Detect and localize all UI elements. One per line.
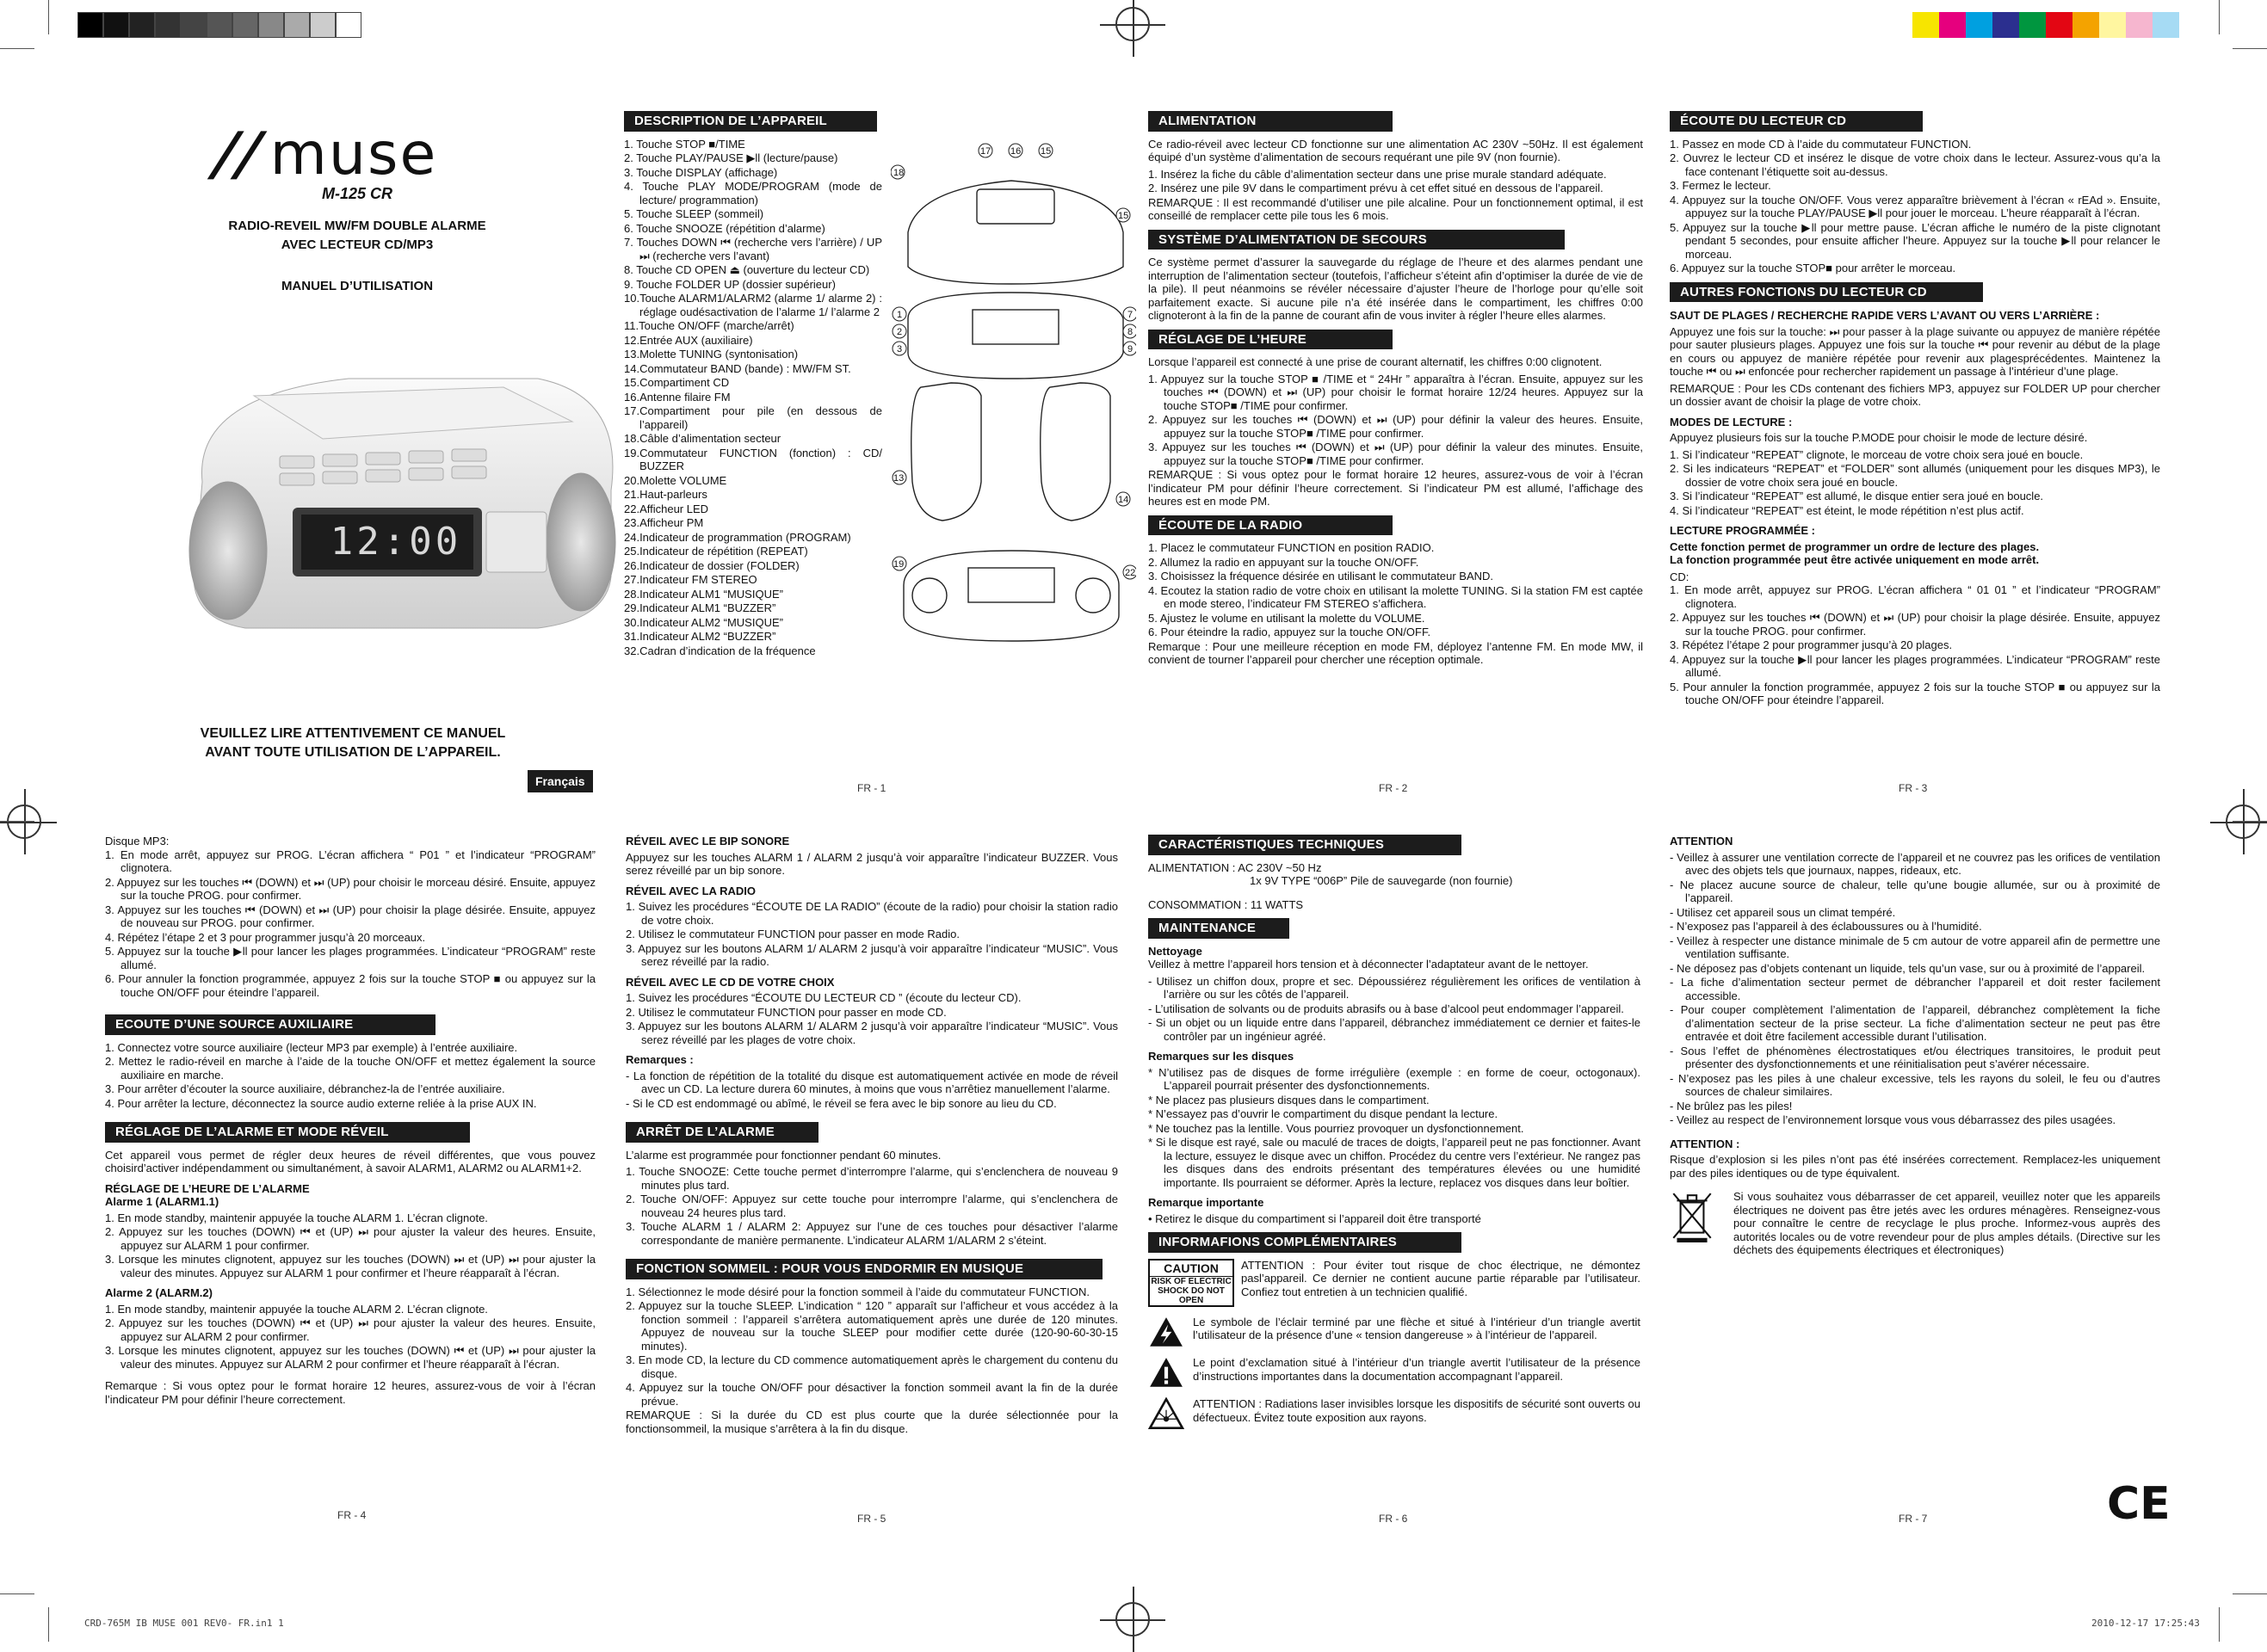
section-header-alimentation: ALIMENTATION [1148, 111, 1393, 132]
remark: REMARQUE : Si vous optez pour le format horaire 12 heures, assurez-vous de voir à l’écran l’indicateur PM pour définir l’heure correctement. Si l’indicateur PM est allumé, l’affichage des heures est en mode PM. [1148, 468, 1643, 508]
registration-mark-left [7, 804, 41, 839]
registration-mark-bottom [1115, 1602, 1150, 1637]
component-list-item: 12.Entrée AUX (auxiliaire) [624, 333, 753, 347]
subheading: RÉVEIL AVEC LA RADIO [626, 884, 756, 897]
component-list-item: 7. Touches DOWN ⏮ (recherche vers l’arrière) / UP ⏭ (recherche vers l’avant) [624, 236, 882, 262]
list-item: 2. Appuyez sur la touche SLEEP. L’indication “ 120 ” apparaît sur l’afficheur et vous accédez à la fonction sommeil : l’appareil s’arrêtera automatiquement après une durée de 120 minutes. Appuyez de nouveau sur la touche SLEEP pour modifier cette durée (120-90-60-30-15 minutes). [626, 1299, 1118, 1353]
component-list-item: 24.Indicateur de programmation (PROGRAM) [624, 530, 851, 544]
device-parts-diagram [891, 138, 1136, 688]
component-list-item: 28.Indicateur ALM1 “MUSIQUE” [624, 587, 783, 601]
list-item: 1. Connectez votre source auxiliaire (lecteur MP3 par exemple) à l’entrée auxiliaire. [105, 1040, 518, 1054]
subheading: LECTURE PROGRAMMÉE : [1670, 524, 1815, 537]
paragraph: Disque MP3: [105, 835, 170, 848]
component-list-item: 11.Touche ON/OFF (marche/arrêt) [624, 319, 794, 332]
section-header-clock-setting: RÉGLAGE DE L’HEURE [1148, 330, 1393, 350]
list-item: 1. Placez le commutateur FUNCTION en position RADIO. [1148, 541, 1435, 554]
section-header-maintenance: MAINTENANCE [1148, 918, 1289, 939]
crop-mark [48, 0, 49, 34]
svg-text:9: 9 [1127, 344, 1134, 354]
list-item: 1. Touche SNOOZE: Cette touche permet d’interrompre l’alarme, qui s’enclenchera de nouveau 9 minutes plus tard. [626, 1165, 1118, 1192]
safety-list [1670, 851, 2160, 1127]
list-item: * N’utilisez pas de disques de forme irrégulière (exemple : en forme de coeur, octogonaux). L’appareil pourrait présenter des dysfonctionnements. [1148, 1065, 1640, 1092]
list-item: 3. Répétez l’étape 2 pour programmer jusqu’à 20 plages. [1670, 638, 1953, 651]
list-item: * N’essayez pas d’ouvrir le compartiment du disque pendant la lecture. [1148, 1107, 1498, 1120]
component-list-item: 22.Afficheur LED [624, 502, 709, 515]
ce-mark: CE [2107, 1478, 2171, 1530]
subheading: Remarques sur les disques [1148, 1050, 1294, 1063]
list-item: 2. Si les indicateurs “REPEAT” et “FOLDER” sont allumés (uniquement pour les disques MP3), le dossier de votre choix sera joué en boucle. [1670, 462, 2160, 489]
grayscale-calibration-bar [77, 12, 361, 38]
section-header-specs: CARACTÉRISTIQUES TECHNIQUES [1148, 835, 1461, 855]
safety-list-item: - Veillez au respect de l’environnement lorsque vous vous débarrassez des piles usagées. [1670, 1113, 2116, 1126]
list-item: 4. Ecoutez la station radio de votre choix en utilisant la molette TUNING. Si la station FM est captée en mode stereo, l’indicateur FM STEREO s’affichera. [1148, 583, 1643, 610]
list-item: 4. Si l’indicateur “REPEAT” est éteint, le mode répétition n’est plus actif. [1670, 503, 2024, 517]
list-item: 3. Choisissez la fréquence désirée en utilisant le commutateur BAND. [1148, 570, 1494, 583]
list-item: 5. Appuyez sur la touche ▶ll pour lancer les plages programmées. L’indicateur “PROGRAM” reste allumé. [105, 945, 596, 971]
svg-text:15: 15 [1118, 211, 1129, 221]
paragraph: Cet appareil vous permet de régler deux heures de réveil différentes, que vous pouvez choisird’activer indépendamment ou simultanément, à savoir ALARM1, ALARM2 ou ALARM1+2. [105, 1148, 596, 1174]
component-list-item: 18.Câble d’alimentation secteur [624, 432, 781, 445]
list-item: 2. Mettez le radio-réveil en marche à l’aide de la touche ON/OFF et mettez également la source auxiliaire en marche. [105, 1055, 596, 1082]
section-header-sleep: FONCTION SOMMEIL : POUR VOUS ENDORMIR EN MUSIQUE [626, 1259, 1103, 1279]
list-item: 1. Appuyez sur la touche STOP ■ /TIME et “ 24Hr ” apparaîtra à l’écran. Ensuite, appuyez sur les touches ⏮ (DOWN) et ⏭ (UP) pour choisir le format horaire 12/24 heures. Appuyez sur la touche STOP■ /TIME pour confirmer. [1148, 372, 1643, 412]
list-item: 1. En mode arrêt, appuyez sur PROG. L’écran affichera “ P01 ” et l’indicateur “PROGRAM” clignotera. [105, 848, 596, 874]
section-header-alarm-stop: ARRÊT DE L’ALARME [626, 1122, 818, 1143]
svg-text:8: 8 [1127, 327, 1134, 337]
crop-mark [2219, 1607, 2220, 1642]
page-number: FR - 3 [1899, 782, 1928, 794]
lightning-warning-row [1148, 1316, 1640, 1348]
list-item: 2. Utilisez le commutateur FUNCTION pour passer en mode CD. [626, 1005, 947, 1019]
list-item: 3. Lorsque les minutes clignotent, appuyez sur les touches (DOWN) ⏮ et (UP) ⏭ pour ajuster la valeur des minutes. Appuyez sur ALARM 2 pour confirmer et l’heure réapparaît à l’écran. [105, 1344, 596, 1371]
component-list-item: 3. Touche DISPLAY (affichage) [624, 165, 778, 179]
remark: REMARQUE : Si la durée du CD est plus courte que la durée sélectionnée pour la fonctionsommeil, la musique s’arrêtera à la fin du disque. [626, 1409, 1118, 1435]
spec-battery: 1x 9V TYPE “006P” Pile de sauvegarde (non fournie) [1250, 874, 1513, 887]
product-title-line2: AVEC LECTEUR CD/MP3 [281, 237, 434, 252]
page-number: FR - 5 [857, 1513, 886, 1525]
component-list-item: 8. Touche CD OPEN ⏏ (ouverture du lecteur CD) [624, 263, 870, 276]
safety-list-item: - Ne placez aucune source de chaleur, telle qu’une bougie allumée, sur ou à proximité de l’appareil. [1670, 878, 2160, 904]
safety-list-item: - Pour couper complètement l’alimentation de l’appareil, débranchez complètement la fiche d’alimentation secteur de la prise secteur. La fiche d’alimentation secteur ne peut pas être entravée et doit être facilement accessible durant l’utilisation. [1670, 1003, 2160, 1043]
subheading: Remarques : [626, 1053, 694, 1066]
list-item: 1. Si l’indicateur “REPEAT” clignote, le morceau de votre choix sera joué en boucle. [1670, 447, 2084, 461]
svg-text:13: 13 [893, 473, 905, 484]
list-item: 2. Appuyez sur les touches ⏮ (DOWN) et ⏭ (UP) pour choisir le morceau désiré. Ensuite, appuyez sur la touche PROG. pour confirmer. [105, 875, 596, 902]
list-item: 2. Utilisez le commutateur FUNCTION pour passer en mode Radio. [626, 928, 960, 940]
list-item: 4. Pour arrêter la lecture, déconnectez la source audio externe reliée à la prise AUX IN. [105, 1096, 537, 1110]
exclamation-warning-row [1148, 1356, 1640, 1389]
component-list-item: 30.Indicateur ALM2 “MUSIQUE” [624, 615, 783, 629]
page-fr-6 [1148, 835, 1640, 1439]
component-list-item: 31.Indicateur ALM2 “BUZZER” [624, 630, 776, 643]
list-item: 2. Appuyez sur les touches (DOWN) ⏮ et (UP) ⏭ pour ajuster la valeur des heures. Ensuite, appuyez sur ALARM 2 pour confirmer. [105, 1316, 596, 1343]
weee-row [1670, 1190, 2160, 1261]
safety-list-item: - Veillez à respecter une distance minimale de 5 cm autour de votre appareil afin de permettre une ventilation suffisante. [1670, 934, 2160, 960]
list-item: 4. Appuyez sur la touche ▶ll pour lancer les plages programmées. L’indicateur “PROGRAM” reste allumé. [1670, 652, 2160, 679]
component-list-item: 6. Touche SNOOZE (répétition d’alarme) [624, 221, 825, 235]
subheading: ATTENTION : [1670, 1137, 1740, 1150]
paragraph: Appuyez sur les touches ALARM 1 / ALARM 2 jusqu’à voir apparaître l’indicateur BUZZER. Vous serez réveillé par un bip sonore. [626, 850, 1118, 877]
paragraph: Le point d’exclamation situé à l’intérieur d’un triangle avertit l’utilisateur de la présence d’instructions importantes dans la documentation accompagnant l’appareil. [1193, 1356, 1640, 1383]
list-item: 2. Allumez la radio en appuyant sur la touche ON/OFF. [1148, 555, 1419, 569]
list-item: 3. Si l’indicateur “REPEAT” est allumé, le disque entier sera joué en boucle. [1670, 490, 2044, 502]
subheading: Alarme 2 (ALARM.2) [105, 1286, 213, 1299]
list-item: 1. Suivez les procédures “ÉCOUTE DE LA RADIO” (écoute de la radio) pour choisir la station radio de votre choix. [626, 900, 1118, 927]
list-item: 1. Suivez les procédures “ÉCOUTE DU LECTEUR CD ” (écoute du lecteur CD). [626, 991, 1022, 1004]
paragraph: Ce radio-réveil avec lecteur CD fonctionne sur une alimentation AC 230V ~50Hz. Il est également équipé d’un système d’alimentation de secours requérant une pile 9V (non fournie). [1148, 137, 1643, 163]
spec-consumption: CONSOMMATION : 11 WATTS [1148, 897, 1304, 911]
list-item: 4. Répétez l’étape 2 et 3 pour programmer jusqu’à 20 morceaux. [105, 930, 426, 944]
paragraph: • Retirez le disque du compartiment si l’appareil doit être transporté [1148, 1211, 1481, 1225]
svg-text:17: 17 [980, 146, 991, 157]
list-item: 1. Sélectionnez le mode désiré pour la fonction sommeil à l’aide du commutateur FUNCTION. [626, 1285, 1090, 1298]
brand-logo: //muse [204, 120, 438, 188]
subheading: SAUT DE PLAGES / RECHERCHE RAPIDE VERS L’AVANT OU VERS L’ARRIÈRE : [1670, 309, 2100, 322]
list-item: * Ne touchez pas la lentille. Vous pourriez provoquer un dysfonctionnement. [1148, 1121, 1524, 1135]
component-list-item: 16.Antenne filaire FM [624, 390, 731, 404]
remark: REMARQUE : Pour les CDs contenant des fichiers MP3, appuyez sur FOLDER UP pour chercher un dossier avant de choisir la plage de votre choix. [1670, 381, 2160, 408]
component-list-item: 25.Indicateur de répétition (REPEAT) [624, 545, 808, 558]
section-header-backup-power: SYSTÈME D’ALIMENTATION DE SECOURS [1148, 230, 1565, 250]
page-fr-5 [626, 835, 1118, 1439]
component-list-item: 29.Indicateur ALM1 “BUZZER” [624, 601, 776, 614]
print-slug-right: 2010-12-17 17:25:43 [2091, 1618, 2200, 1629]
list-item: 2. Ouvrez le lecteur CD et insérez le disque de votre choix dans le lecteur. Assurez-vous qu’a la face contenant l’étiquette soit au-dessus. [1670, 151, 2160, 178]
list-item: 1. Insérez la fiche du câble d’alimentation secteur dans une prise murale standard adéquate. [1148, 167, 1607, 181]
svg-text:3: 3 [897, 344, 903, 354]
safety-list-item: - Utilisez cet appareil sous un climat tempéré. [1670, 905, 1896, 919]
page-number: FR - 1 [857, 782, 886, 794]
section-header-cd-functions: AUTRES FONCTIONS DU LECTEUR CD [1670, 282, 1983, 303]
svg-text:2: 2 [897, 327, 903, 337]
component-list-item: 13.Molette TUNING (syntonisation) [624, 348, 799, 361]
list-item: - L’utilisation de solvants ou de produits abrasifs ou à base d’alcool peut endommager l’appareil. [1148, 1002, 1624, 1015]
page-number: FR - 6 [1379, 1513, 1408, 1525]
exclamation-triangle-icon [1148, 1356, 1184, 1389]
paragraph: Le symbole de l’éclair terminé par une flèche et situé à l’intérieur d’un triangle avertit l’utilisateur de la présence d’une « tension dangereuse » à l’intérieur de l’appareil. [1193, 1315, 1640, 1341]
list-item: 1. En mode arrêt, appuyez sur PROG. L’écran affichera “ 01 01 ” et l’indicateur “PROGRAM” clignotera. [1670, 583, 2160, 610]
crop-mark [0, 48, 34, 49]
product-title-line1: RADIO-REVEIL MW/FM DOUBLE ALARME [228, 219, 486, 233]
model-number: M-125 CR [321, 185, 393, 202]
safety-list-item: - Veillez à assurer une ventilation correcte de l’appareil et ne couvrez pas les orifices de ventilation avec des objets tels que journaux, nappes, rideaux, etc. [1670, 850, 2160, 877]
list-item: 3. Fermez le lecteur. [1670, 179, 1771, 192]
paragraph: Appuyez une fois sur la touche: ⏭ pour passer à la plage suivante ou appuyez de manière répétée pour sauter plusieurs plages. Appuyez une fois sur la touche ⏮ pour revenir au début de la plage en cours ou appuyez de manière répétée pour revenir aux plagesprécédentes. Maintenez la touche ⏮ ou ⏭ enfoncée pour rechercher rapidement un passage à l’intérieur d’une plage. [1670, 324, 2160, 378]
read-manual-note [146, 724, 559, 762]
component-list-item: 15.Compartiment CD [624, 376, 730, 389]
page-fr-1 [624, 104, 882, 658]
component-list-item: 19.Commutateur FUNCTION (fonction) : CD/ BUZZER [624, 446, 882, 472]
laser-warning-row [1148, 1397, 1640, 1430]
list-item: 4. Appuyez sur la touche ON/OFF. Vous verez apparaître brièvement à l’écran « rEAd ». Ensuite, appuyez sur la touche PLAY/PAUSE ▶ll pour jouer le morceau. L’heure réapparaît à l’écran. [1670, 193, 2160, 219]
paragraph: ATTENTION : Radiations laser invisibles lorsque les dispositifs de sécurité sont ouverts ou défectueux. Évitez toute exposition aux rayons. [1193, 1397, 1640, 1424]
list-item: 2. Appuyez sur les touches (DOWN) ⏮ et (UP) ⏭ pour ajuster la valeur des heures. Ensuite, appuyez sur ALARM 1 pour confirmer. [105, 1225, 596, 1252]
page-number: FR - 2 [1379, 782, 1408, 794]
caution-subtitle: RISK OF ELECTRIC SHOCK DO NOT OPEN [1151, 1276, 1232, 1305]
color-calibration-bar [1912, 12, 2179, 38]
page-fr-4 [105, 835, 596, 1409]
list-item: 2. Touche ON/OFF: Appuyez sur cette touche pour interrompre l’alarme, qui s’enclenchera de nouveau 24 heures plus tard. [626, 1193, 1118, 1219]
component-list-item: 4. Touche PLAY MODE/PROGRAM (mode de lecture/ programmation) [624, 180, 882, 206]
led-display-time: 12:00 [330, 520, 462, 564]
section-header-aux: ECOUTE D’UNE SOURCE AUXILIAIRE [105, 1014, 435, 1035]
paragraph: Appuyez plusieurs fois sur la touche P.MODE pour choisir le mode de lecture désiré. [1670, 431, 2088, 444]
subheading: Nettoyage [1148, 944, 1202, 958]
list-item: - Si un objet ou un liquide entre dans l’appareil, débranchez immédiatement ce dernier et faites-le contrôler par un ingénieur agréé. [1148, 1016, 1640, 1043]
subheading: RÉVEIL AVEC LE BIP SONORE [626, 835, 790, 848]
list-item: 5. Appuyez sur la touche ▶ll pour mettre pause. L’écran affiche le numéro de la piste clignotant pendant 5 secondes, pour ensuite afficher l’heure. Appuyez sur la touche ▶ll pour relancer le morceau. [1670, 220, 2160, 261]
svg-text:15: 15 [1041, 146, 1052, 157]
component-list-item: 14.Commutateur BAND (bande) : MW/FM ST. [624, 361, 851, 375]
svg-text:18: 18 [893, 168, 905, 178]
manual-title: MANUEL D’UTILISATION [281, 279, 434, 293]
component-list-item: 17.Compartiment pour pile (en dessous de l’appareil) [624, 404, 882, 431]
list-item: 3. Appuyez sur les boutons ALARM 1/ ALARM 2 jusqu’à voir apparaître l’indicateur “MUSIC”. Vous serez réveillé par les plages de votre choix. [626, 1020, 1118, 1046]
list-item: 6. Appuyez sur la touche STOP■ pour arrêter le morceau. [1670, 262, 1956, 274]
subheading: ATTENTION [1670, 835, 1733, 848]
list-item: 3. Appuyez sur les touches ⏮ (DOWN) et ⏭ (UP) pour choisir la plage désirée. Ensuite, appuyez de nouveau sur PROG. pour confirmer. [105, 903, 596, 929]
list-item: * Ne placez pas plusieurs disques dans le compartiment. [1148, 1093, 1430, 1106]
component-list-item: 23.Afficheur PM [624, 516, 704, 529]
component-list-item: 10.Touche ALARM1/ALARM2 (alarme 1/ alarme 2) : réglage oudésactivation de l’alarme 1/ l’alarme 2 [624, 292, 882, 318]
list-item: * Si le disque est rayé, sale ou maculé de traces de doigts, l’appareil peut ne pas fonctionner. Avant la lecture, essuyez le disque avec un chiffon. Procédez du centre vers l’extérieur. Ne rangez pas les disques dans des endroits présentant des températures élevées ou une humidité importante. Ils pourraient se déformer. Après la lecture, replacez vos disques dans leur boîtier. [1148, 1136, 1640, 1189]
cover-title-block [176, 185, 538, 293]
read-note-line1: VEUILLEZ LIRE ATTENTIVEMENT CE MANUEL [200, 726, 506, 741]
svg-text:7: 7 [1127, 310, 1134, 320]
paragraph: L’alarme est programmée pour fonctionner pendant 60 minutes. [626, 1148, 942, 1162]
crop-mark [48, 1607, 49, 1642]
subheading: RÉGLAGE DE L’HEURE DE L’ALARME [105, 1181, 310, 1195]
component-list [624, 138, 882, 658]
list-item: - La fonction de répétition de la totalité du disque est automatiquement activée en mode de réveil avec un CD. La lecture durera 60 minutes, à moins que vous n’arrêtiez manuellement l’alarme. [626, 1069, 1118, 1095]
crop-mark [0, 1593, 34, 1594]
crop-mark [2233, 48, 2267, 49]
component-list-item: 2. Touche PLAY/PAUSE ▶ll (lecture/pause) [624, 151, 838, 164]
print-slug-left: CRD-765M IB MUSE 001 REV0- FR.in1 1 [84, 1618, 284, 1629]
component-list-item: 20.Molette VOLUME [624, 473, 727, 487]
svg-text:16: 16 [1010, 146, 1022, 157]
list-item: 1. En mode standby, maintenir appuyée la touche ALARM 2. L’écran clignote. [105, 1302, 488, 1316]
paragraph: La fonction programmée peut être activée uniquement en mode arrêt. [1670, 553, 2040, 566]
subheading: Alarme 1 (ALARM1.1) [105, 1195, 219, 1208]
list-item: 3. Lorsque les minutes clignotent, appuyez sur les touches (DOWN) ⏭ et (UP) ⏭ pour ajuster la valeur des minutes. Appuyez sur ALARM 1 pour confirmer et l’heure réapparaît à l’écran. [105, 1253, 596, 1279]
list-item: 5. Ajustez le volume en utilisant la molette du VOLUME. [1148, 611, 1425, 625]
component-list-item: 21.Haut-parleurs [624, 488, 707, 501]
subheading: RÉVEIL AVEC LE CD DE VOTRE CHOIX [626, 975, 835, 989]
page-fr-3 [1670, 104, 2160, 708]
registration-mark-top [1115, 7, 1150, 41]
svg-text:19: 19 [893, 559, 905, 570]
list-item: 4. Appuyez sur la touche ON/OFF pour désactiver la fonction sommeil avant la fin de la durée prévue. [626, 1381, 1118, 1408]
list-item: 3. En mode CD, la lecture du CD commence automatiquement après le chargement du contenu du disque. [626, 1353, 1118, 1380]
safety-list-item: - La fiche d’alimentation secteur permet de débrancher l’appareil et doit rester facilement accessible. [1670, 976, 2160, 1002]
list-item: 6. Pour annuler la fonction programmée, appuyez 2 fois sur la touche STOP ■ ou appuyez sur la touche ON/OFF pour éteindre l’appareil. [105, 972, 596, 999]
component-list-item: 9. Touche FOLDER UP (dossier supérieur) [624, 277, 836, 291]
read-note-line2: AVANT TOUTE UTILISATION DE L’APPAREIL. [205, 745, 501, 760]
safety-list-item: - N’exposez pas l’appareil à des éclaboussures ou à l’humidité. [1670, 920, 1982, 933]
section-header-additional-info: INFORMAFIONS COMPLÉMENTAIRES [1148, 1232, 1461, 1253]
crop-mark [2233, 1593, 2267, 1594]
component-list-item: 5. Touche SLEEP (sommeil) [624, 207, 764, 220]
list-item: 2. Insérez une pile 9V dans le compartiment prévu à cet effet situé en dessous de l’appareil. [1148, 182, 1603, 194]
component-list-item: 27.Indicateur FM STEREO [624, 573, 757, 586]
list-item: - Utilisez un chiffon doux, propre et sec. Dépoussiérez régulièrement les orifices de ventilation à l’arrière ou sur les côtés de l’appareil. [1148, 974, 1640, 1001]
paragraph: Si vous souhaitez vous débarrasser de cet appareil, veuillez noter que les appareils électriques ne doivent pas être jetés avec les ordures ménagères. Renseignez-vous pour connaître le centre de recyclage le plus proche. Informez-vous auprès des autorités locales ou de votre revendeur pour de plus amples détails. (Directive sur les déchets des équipements électriques et électroniques) [1733, 1190, 2160, 1256]
caution-row [1148, 1259, 1640, 1307]
list-item: 5. Pour annuler la fonction programmée, appuyez 2 fois sur la touche STOP ■ ou appuyez sur la touche ON/OFF pour éteindre l’appareil. [1670, 680, 2160, 706]
svg-text:1: 1 [897, 310, 903, 320]
paragraph: Ce système permet d’assurer la sauvegarde du réglage de l’heure et des alarmes pendant une interruption de l’alimentation secteur (toutefois, l’afficheur s’éteint afin d’optimiser la durée de vie de la pile). Il peut néanmoins se révéler nécessaire d’ajuster l’heure de l’horloge pour qu’elle soit parfaitement exacte. Si aucune pile n’a été insérée dans le compartiment, les chiffres 0:00 clignoteront à la fin de la panne de courant afin de vous inviter à régler l’heure elles alarmes. [1148, 256, 1643, 322]
product-illustration [176, 361, 624, 645]
crop-mark [0, 821, 34, 822]
paragraph: Lorsque l’appareil est connecté à une prise de courant alternatif, les chiffres 0:00 clignotent. [1148, 355, 1603, 368]
safety-list-item: - Sous l’effet de phénomènes électrostatiques et/ou électriques transitoires, le produit peut présenter des dysfonctionnements et une réinitialisation peut s’avérer nécessaire. [1670, 1044, 2160, 1070]
remark: Remarque : Pour une meilleure réception en mode FM, déployez l’antenne FM. En mode MW, il convient de tourner l’appareil pour chercher une réception optimale. [1148, 639, 1643, 666]
page-fr-2 [1148, 104, 1643, 670]
list-item: 2. Appuyez sur les touches ⏮ (DOWN) et ⏭ (UP) pour choisir la plage désirée. Ensuite, appuyez sur la touche PROG. pour confirmer. [1670, 611, 2160, 638]
weee-crossed-bin-icon [1670, 1190, 1714, 1243]
registration-mark-right [2226, 804, 2260, 839]
component-list-item: 26.Indicateur de dossier (FOLDER) [624, 558, 800, 572]
subheading: Remarque importante [1148, 1196, 1264, 1209]
list-item: 3. Touche ALARM 1 / ALARM 2: Appuyez sur l’une de ces touches pour désactiver l’alarme correspondante de manière permanente. L’indicateur ALARM 1/ALARM 2 s’éteint. [626, 1220, 1118, 1247]
language-tab: Français [528, 770, 593, 792]
paragraph: CD: [1670, 570, 1689, 583]
list-item: 3. Appuyez sur les boutons ALARM 1/ ALARM 2 jusqu’à voir apparaître l’indicateur “MUSIC”. Vous serez réveillé par la radio. [626, 941, 1118, 968]
svg-text:14: 14 [1118, 495, 1129, 505]
component-list-item: 1. Touche STOP ■/TIME [624, 137, 745, 151]
caution-title: CAUTION [1150, 1261, 1232, 1277]
paragraph: Cette fonction permet de programmer un ordre de lecture des plages. [1670, 539, 2040, 553]
component-list-item: 32.Cadran d’indication de la fréquence [624, 644, 816, 657]
crop-mark [2233, 821, 2267, 822]
list-item: - Si le CD est endommagé ou abîmé, le réveil se fera avec le bip sonore au lieu du CD. [626, 1096, 1057, 1110]
page-number: FR - 7 [1899, 1513, 1928, 1525]
paragraph: ATTENTION : Pour éviter tout risque de choc électrique, ne démontez pasl’appareil. Ce dernier ne contient aucune partie réparable par l’utilisateur. Confiez tout entretien à un technicien qualifié. [1241, 1258, 1640, 1298]
paragraph: Risque d’explosion si les piles n’ont pas été insérées correctement. Remplacez-les uniquement par des piles identiques ou de type équivalent. [1670, 1153, 2160, 1180]
remark: REMARQUE : Il est recommandé d’utiliser une pile alcaline. Pour un fonctionnement optimal, il est conseillé de remplacer cette pile tous les 6 mois. [1148, 195, 1643, 222]
remark: Remarque : Si vous optez pour le format horaire 12 heures, assurez-vous de voir à l’écran l’indicateur PM pour définir l’heure correctement. [105, 1379, 596, 1406]
list-item: 3. Pour arrêter d’écouter la source auxiliaire, débranchez-la de l’entrée auxiliaire. [105, 1082, 505, 1095]
page-number: FR - 4 [337, 1509, 367, 1521]
paragraph: Veillez à mettre l’appareil hors tension et à déconnecter l’adaptateur avant de le nettoyer. [1148, 958, 1589, 971]
section-header-alarm: RÉGLAGE DE L’ALARME ET MODE RÉVEIL [105, 1122, 470, 1143]
lightning-triangle-icon [1148, 1316, 1184, 1348]
list-item: 6. Pour éteindre la radio, appuyez sur la touche ON/OFF. [1148, 626, 1431, 638]
section-header-description: DESCRIPTION DE L’APPAREIL [624, 111, 877, 132]
list-item: 1. En mode standby, maintenir appuyée la touche ALARM 1. L’écran clignote. [105, 1211, 488, 1224]
list-item: 1. Passez en mode CD à l’aide du commutateur FUNCTION. [1670, 137, 1972, 151]
spec-power: ALIMENTATION : AC 230V ~50 Hz [1148, 860, 1322, 874]
page-fr-7 [1670, 835, 2160, 1269]
safety-list-item: - Ne déposez pas d’objets contenant un liquide, tels qu’un vase, sur ou à proximité de l’appareil. [1670, 961, 2146, 975]
section-header-radio: ÉCOUTE DE LA RADIO [1148, 515, 1393, 536]
svg-text:22: 22 [1125, 568, 1136, 578]
safety-list-item: - N’exposez pas les piles à une chaleur excessive, tels les rayons du soleil, le feu ou d’autres sources de chaleur similaires. [1670, 1071, 2160, 1098]
crop-mark [2219, 0, 2220, 34]
list-item: 2. Appuyez sur les touches ⏮ (DOWN) et ⏭ (UP) pour définir la valeur des heures. Ensuite, appuyez sur la touche STOP■ /TIME pour confirmer. [1148, 413, 1643, 440]
subheading: MODES DE LECTURE : [1670, 415, 1793, 428]
section-header-cd-player: ÉCOUTE DU LECTEUR CD [1670, 111, 1923, 132]
safety-list-item: - Ne brûlez pas les piles! [1670, 1099, 1793, 1113]
laser-radiation-icon [1148, 1397, 1184, 1430]
caution-label [1148, 1259, 1234, 1307]
list-item: 3. Appuyez sur les touches ⏮ (DOWN) et ⏭ (UP) pour définir la valeur des minutes. Ensuite, appuyez sur la touche STOP■ /TIME pour confirmer. [1148, 441, 1643, 467]
